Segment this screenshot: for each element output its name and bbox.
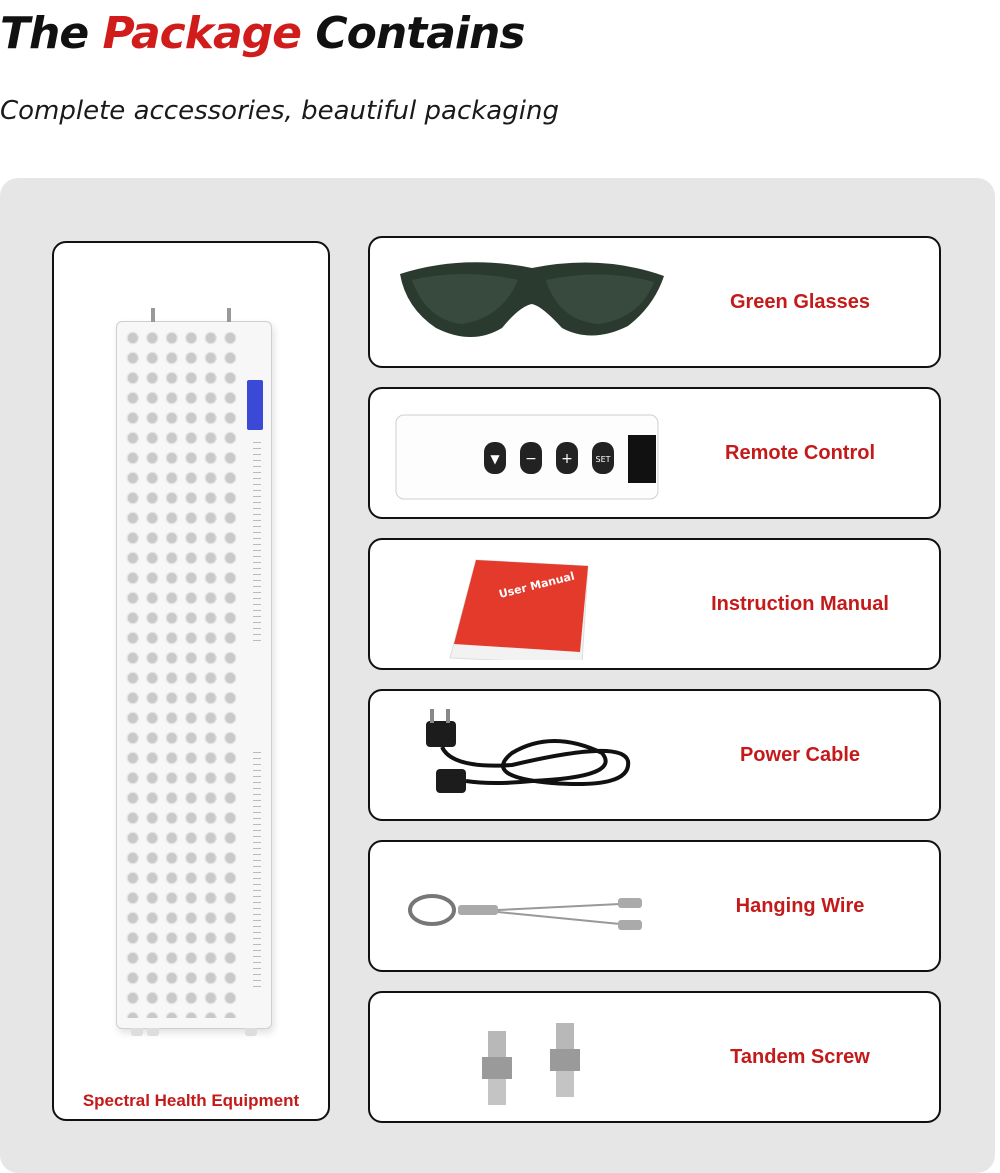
vent-strip [253, 442, 261, 642]
main-device-label: Spectral Health Equipment [82, 1091, 300, 1110]
display-screen [247, 380, 263, 430]
svg-text:▼: ▼ [490, 452, 500, 466]
wire-icon [392, 850, 672, 962]
title-accent: Package [102, 8, 302, 59]
led-panel-device [116, 321, 272, 1029]
item-label-cable: Power Cable [739, 743, 861, 766]
svg-text:+: + [561, 451, 573, 467]
title-part2: Contains [315, 8, 525, 59]
device-foot [131, 1028, 143, 1036]
svg-text:−: − [525, 451, 537, 467]
item-card-cable [368, 689, 941, 821]
main-device-card [52, 241, 330, 1121]
page-subtitle: Complete accessories, beautiful packaging [0, 96, 559, 126]
manual-cover-text: User Manual [497, 569, 576, 601]
item-card-screw [368, 991, 941, 1123]
manual-icon [392, 548, 672, 660]
item-card-manual [368, 538, 941, 670]
glasses-icon [392, 246, 672, 358]
device-foot [147, 1028, 159, 1036]
device-foot [245, 1028, 257, 1036]
item-label-remote: Remote Control [725, 441, 875, 464]
page-title [0, 8, 525, 59]
mount-post [227, 308, 231, 322]
led-grid [123, 328, 241, 1018]
remote-set-label: SET [595, 455, 611, 464]
screw-icon [392, 1001, 672, 1113]
item-card-wire [368, 840, 941, 972]
mount-post [151, 308, 155, 322]
item-card-glasses [368, 236, 941, 368]
title-part1: The [0, 8, 89, 59]
item-card-remote [368, 387, 941, 519]
item-label-screw: Tandem Screw [730, 1045, 870, 1068]
item-label-wire: Hanging Wire [735, 894, 865, 917]
vent-strip [253, 752, 261, 992]
remote-icon [392, 397, 672, 509]
item-label-glasses: Green Glasses [729, 290, 871, 313]
item-label-manual: Instruction Manual [711, 592, 889, 615]
cable-icon [392, 699, 672, 811]
